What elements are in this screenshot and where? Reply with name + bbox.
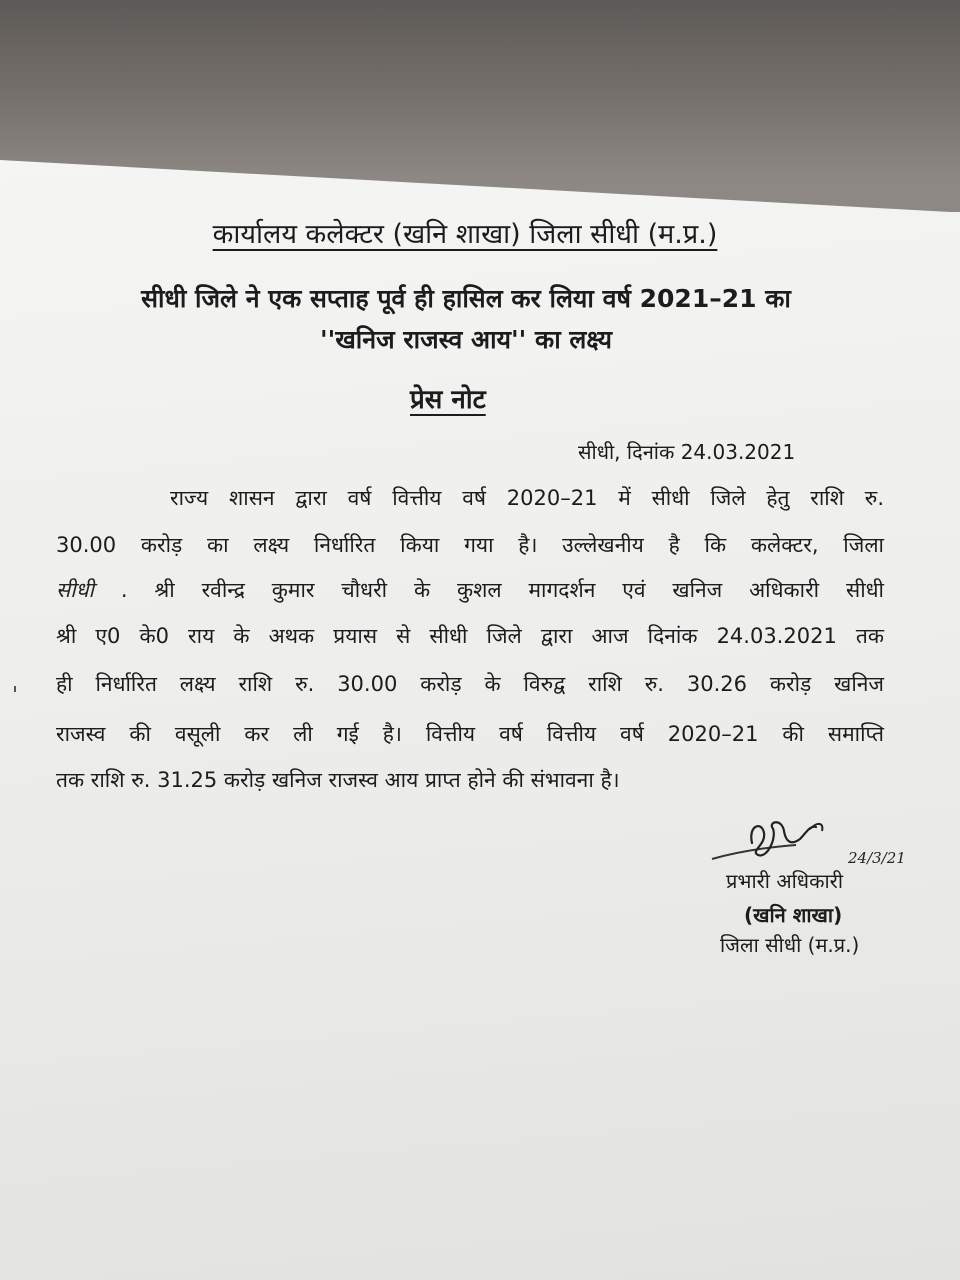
place-date: सीधी, दिनांक 24.03.2021	[578, 440, 796, 464]
headline-line-1: सीधी जिले ने एक सप्ताह पूर्व ही हासिल कर लिया वर्ष 2021–21 का	[141, 284, 791, 313]
handwritten-date: 24/3/21	[848, 849, 906, 867]
signatory-title: प्रभारी अधिकारी	[726, 869, 843, 893]
body-line-5: ही निर्धारित लक्ष्य राशि रु. 30.00 करोड़ के विरुद्व राशि रु. 30.26 करोड़ खनिज	[56, 672, 884, 696]
body-line-2: 30.00 करोड़ का लक्ष्य निर्धारित किया गया है। उल्लेखनीय है कि कलेक्टर, जिला	[56, 533, 884, 557]
office-header: कार्यालय कलेक्टर (खनि शाखा) जिला सीधी (म.प्र.)	[212, 219, 718, 250]
press-note-title: प्रेस नोट	[410, 385, 486, 415]
signature-block	[700, 815, 920, 965]
body-line-7: तक राशि रु. 31.25 करोड़ खनिज राजस्व आय प्राप्त होने की संभावना है।	[56, 768, 620, 792]
body-line-3	[56, 576, 884, 604]
headline-line-2: ''खनिज राजस्व आय'' का लक्ष्य	[320, 325, 612, 354]
body-line-6: राजस्व की वसूली कर ली गई है। वित्तीय वर्ष वित्तीय वर्ष 2020–21 की समाप्ति	[56, 722, 884, 746]
body-line-3-text: . श्री रवीन्द्र कुमार चौधरी के कुशल मागदर्शन एवं खनिज अधिकारी सीधी	[120, 578, 884, 602]
margin-mark	[14, 686, 16, 692]
body-line-4: श्री ए0 के0 राय के अथक प्रयास से सीधी जिले द्वारा आज दिनांक 24.03.2021 तक	[56, 624, 884, 648]
handwritten-district-name: सीधी	[56, 578, 94, 602]
body-line-1: राज्य शासन द्वारा वर्ष वित्तीय वर्ष 2020–21 में सीधी जिले हेतु राशि रु.	[170, 486, 884, 510]
signatory-branch: (खनि शाखा)	[744, 903, 843, 927]
signatory-district: जिला सीधी (म.प्र.)	[720, 933, 860, 957]
